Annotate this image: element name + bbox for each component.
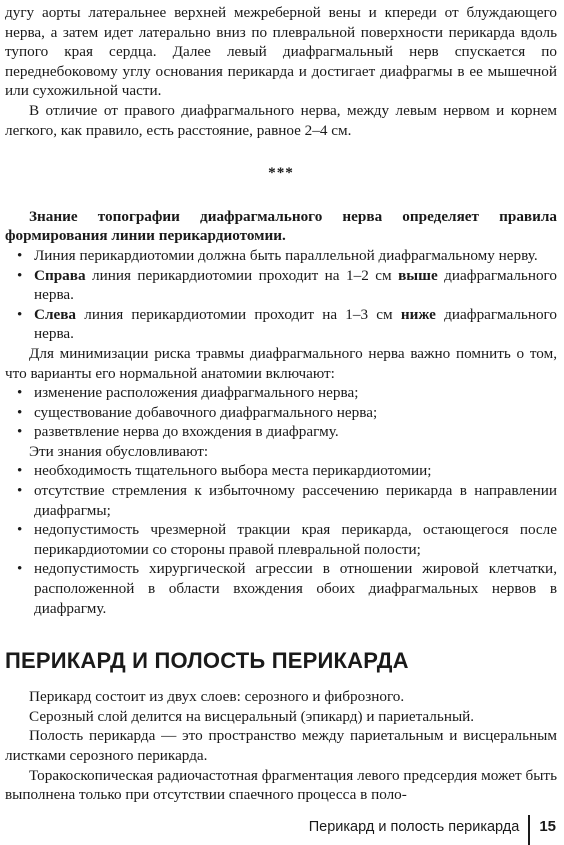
item-bold-mid: ниже — [400, 305, 436, 323]
bullet-icon: • — [17, 403, 23, 421]
item-text-end: диафрагмального нерва. — [34, 266, 557, 304]
bullet-icon: • — [17, 266, 23, 284]
list-item — [5, 383, 557, 403]
list-item — [5, 266, 557, 305]
item-text: разветвление нерва до вхождения в диафрагму. — [34, 423, 339, 441]
list-item — [5, 422, 557, 442]
section-paragraph: Серозный слой делится на висцеральный (эпикард) и париетальный. — [29, 707, 475, 725]
intro-paragraph-2: В отличие от правого диафрагмального нерва, между левым нервом и корнем легкого, как правило, есть расстояние, равное 2–4 см. — [5, 101, 557, 139]
item-text: линия перикардиотомии проходит на 1–2 см — [85, 266, 399, 284]
topography-list — [5, 246, 557, 344]
list-item — [5, 246, 557, 266]
list-item — [5, 305, 557, 344]
item-text: недопустимость хирургической агрессии в отношении жировой клетчатки, расположенной в области вхождения обоих диафрагмальных нервов в диафрагму. — [34, 560, 557, 617]
section-paragraph: Торакоскопическая радиочастотная фрагментация левого предсердия может быть выполнена только при отсутствии спаечного процесса в поло- — [5, 766, 557, 804]
item-text: линия перикардиотомии проходит на 1–3 см — [76, 305, 401, 323]
variants-list — [5, 383, 557, 442]
bullet-icon: • — [17, 305, 23, 323]
list-item — [5, 403, 557, 423]
item-text: изменение расположения диафрагмального нерва; — [34, 384, 359, 402]
intro-paragraph-1: дугу аорты латеральнее верхней межреберной вены и кпереди от блуждающего нерва, а затем идет латерально вниз по плевральной поверхности перикарда вдоль тупого края сердца. Далее левый диафрагмальный нерв спускается по переднебоковому углу основания перикарда и достигает диафрагмы в ее мышечной или сухожильной части. — [5, 4, 557, 100]
bullet-icon: • — [17, 423, 23, 441]
section-heading: ПЕРИКАРД И ПОЛОСТЬ ПЕРИКАРДА — [5, 648, 409, 674]
item-text: Линия перикардиотомии должна быть параллельной диафрагмальному нерву. — [34, 246, 538, 264]
knowledge-list — [5, 461, 557, 618]
running-title: Перикард и полость перикарда — [308, 819, 520, 835]
bullet-icon: • — [17, 462, 23, 480]
bullet-icon: • — [17, 482, 23, 500]
list-item — [5, 520, 557, 559]
item-text: существование добавочного диафрагмального нерва; — [34, 403, 378, 421]
list-item — [5, 461, 557, 481]
item-bold-start: Справа — [34, 266, 86, 284]
variants-lead: Для минимизации риска травмы диафрагмального нерва важно помнить о том, что варианты его нормальной анатомии включают: — [5, 344, 557, 382]
section-paragraph: Полость перикарда — это пространство между париетальным и висцеральным листками серозного перикарда. — [5, 727, 557, 764]
page-footer — [309, 815, 556, 845]
item-bold-mid: выше — [398, 266, 438, 284]
list-item — [5, 481, 557, 520]
page-body — [5, 3, 557, 805]
item-text: необходимость тщательного выбора места перикардиотомии; — [34, 462, 432, 480]
bullet-icon: • — [17, 521, 23, 539]
bullet-icon: • — [17, 246, 23, 264]
topography-lead: Знание топографии диафрагмального нерва определяет правила формирования линии перикардиотомии. — [5, 207, 557, 245]
item-text: недопустимость чрезмерной тракции края перикарда, остающегося после перикардиотомии со стороны правой плевральной полости; — [34, 521, 557, 558]
item-text-end: диафрагмального нерва. — [34, 305, 557, 343]
knowledge-lead: Эти знания обусловливают: — [29, 442, 209, 460]
item-text: отсутствие стремления к избыточному рассечению перикарда в направлении диафрагмы; — [34, 482, 557, 519]
page-number: 15 — [539, 818, 556, 835]
item-bold-start: Слева — [34, 305, 77, 323]
section-separator: *** — [268, 164, 294, 182]
list-item — [5, 559, 557, 618]
section-paragraph: Перикард состоит из двух слоев: серозного и фиброзного. — [29, 688, 405, 706]
bullet-icon: • — [17, 560, 23, 578]
bullet-icon: • — [17, 384, 23, 402]
